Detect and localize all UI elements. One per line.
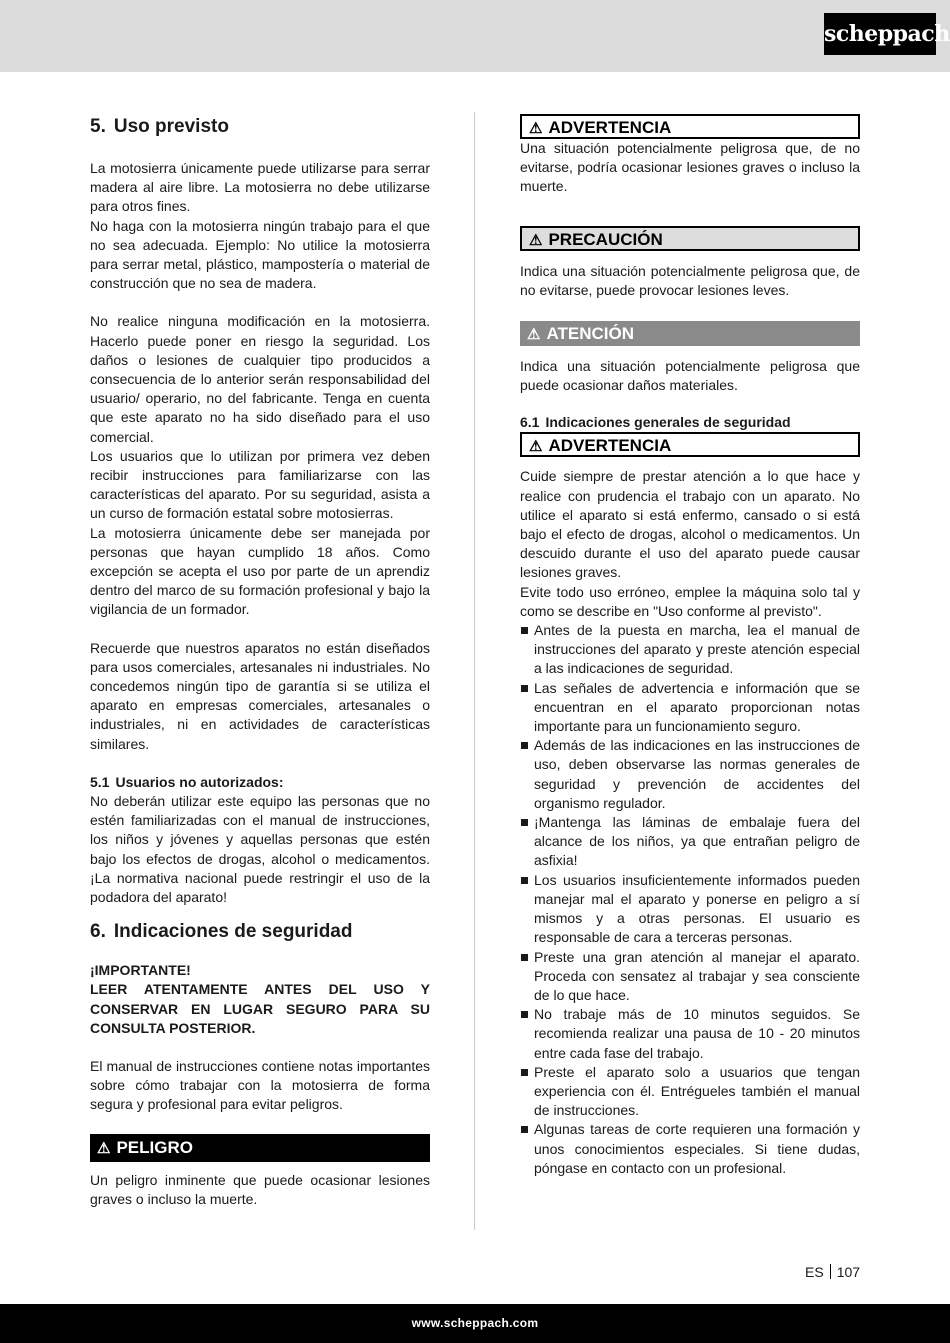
warning-triangle-icon: ⚠	[97, 1139, 111, 1157]
language-code: ES	[805, 1264, 824, 1280]
page-number	[805, 1264, 860, 1280]
header-bar	[0, 0, 950, 72]
paragraph: El manual de instrucciones contiene notas importantes sobre cómo trabajar con la motosierra de forma segura y profesional para evitar peligros.	[90, 1057, 430, 1113]
paragraph: Evite todo uso erróneo, emplee la máquina solo tal y como se describe en "Uso conforme al previsto".	[520, 583, 860, 619]
important-notice: LEER ATENTAMENTE ANTES DEL USO Y CONSERVAR EN LUGAR SEGURO PARA SU CONSULTA POSTERIOR.	[90, 981, 430, 1036]
page-number-value: 107	[836, 1264, 861, 1280]
list-item: Algunas tareas de corte requieren una formación y unos conocimientos especiales. Si tiene dudas, póngase en contacto con un profesional.	[520, 1120, 860, 1178]
brand-logo: scheppach	[824, 13, 936, 55]
paragraph: Indica una situación potencialmente peligrosa que, de no evitarse, puede provocar lesiones leves.	[520, 262, 860, 298]
column-divider	[474, 112, 475, 1230]
safety-bullet-list	[520, 621, 860, 1178]
list-item: Además de las indicaciones en las instrucciones de uso, deben observarse las normas generales de seguridad y prevención de accidentes del organismo regulador.	[520, 736, 860, 813]
section-6-1-heading: 6.1 Indicaciones generales de seguridad	[520, 414, 791, 431]
warning-triangle-icon: ⚠	[529, 438, 543, 456]
list-item: Preste una gran atención al manejar el aparato. Proceda con sensatez al trabajar y sea consciente de lo que hace.	[520, 948, 860, 1006]
section-6-heading: 6. Indicaciones de seguridad	[90, 921, 353, 943]
advertencia-box: ⚠ ADVERTENCIA	[520, 114, 860, 139]
peligro-box: ⚠ PELIGRO	[90, 1134, 430, 1162]
paragraph: No haga con la motosierra ningún trabajo para el que no sea adecuada. Ejemplo: No utilice la motosierra para serrar metal, plástico, mampostería o material de construcción que no sea de madera.	[90, 217, 430, 292]
warning-triangle-icon: ⚠	[529, 120, 543, 137]
paragraph: La motosierra únicamente puede utilizarse para serrar madera al aire libre. La motosierra no debe utilizarse para otros fines.	[90, 160, 430, 215]
paragraph: La motosierra únicamente debe ser manejada por personas que hayan cumplido 18 años. Como excepción se acepta el uso por parte de un aprendiz dentro del marco de su formación profesional y bajo la vigilancia de un formador.	[90, 524, 430, 618]
page-number-separator	[830, 1264, 831, 1279]
list-item: ¡Mantenga las láminas de embalaje fuera del alcance de los niños, ya que entrañan peligro de asfixia!	[520, 813, 860, 871]
warning-triangle-icon: ⚠	[529, 231, 543, 249]
important-label: ¡IMPORTANTE!	[90, 962, 191, 979]
list-item: Las señales de advertencia e información que se encuentran en el aparato proporcionan notas importante para un funcionamiento seguro.	[520, 679, 860, 737]
list-item: Preste el aparato solo a usuarios que tengan experiencia con él. Entrégueles también el manual de instrucciones.	[520, 1063, 860, 1121]
paragraph: No deberán utilizar este equipo las personas que no estén familiarizadas con el manual de instrucciones, los niños y jóvenes y aquellas personas que estén bajo los efectos de drogas, alcohol o medicamentos. ¡La normativa nacional puede restringir el uso de la podadora del aparato!	[90, 792, 430, 905]
advertencia-box: ⚠ ADVERTENCIA	[520, 432, 860, 457]
list-item: No trabaje más de 10 minutos seguidos. Se recomienda realizar una pausa de 10 - 20 minutos entre cada fase del trabajo.	[520, 1005, 860, 1063]
paragraph: Los usuarios que lo utilizan por primera vez deben recibir instrucciones para familiarizarse con las características del aparato. Por su seguridad, asista a un curso de formación estatal sobre motosierras.	[90, 447, 430, 522]
paragraph: No realice ninguna modificación en la motosierra. Hacerlo puede poner en riesgo la seguridad. Los daños o lesiones de cualquier tipo producidos a consecuencia de lo anterior serán responsabilidad del usuario/ operario, no del fabricante. Tenga en cuenta que este aparato no ha sido diseñado para el uso comercial.	[90, 313, 430, 445]
warning-triangle-icon: ⚠	[527, 326, 541, 344]
paragraph: Un peligro inminente que puede ocasionar lesiones graves o incluso la muerte.	[90, 1171, 430, 1207]
paragraph: Cuide siempre de prestar atención a lo que hace y realice con prudencia el trabajo con un aparato. No utilice el aparato si está enfermo, cansado o si está bajo el efecto de drogas, alcohol o medicamentos. Un descuido durante el uso del aparato puede causar lesiones graves.	[520, 468, 860, 581]
left-column	[90, 110, 430, 1209]
list-item: Los usuarios insuficientemente informados pueden manejar mal el aparato y ponerse en peligro a sí mismos y a otras personas. El usuario es responsable de cara a terceras personas.	[520, 871, 860, 948]
paragraph: Indica una situación potencialmente peligrosa que puede ocasionar daños materiales.	[520, 358, 860, 394]
atencion-box: ⚠ ATENCIÓN	[520, 321, 860, 346]
right-column	[520, 110, 860, 1178]
section-5-1-heading: 5.1 Usuarios no autorizados:	[90, 773, 284, 790]
paragraph: Recuerde que nuestros aparatos no están diseñados para usos comerciales, artesanales ni industriales. No concedemos ningún tipo de garantía si se utiliza el aparato en empresas comerciales, artesanales o industriales, ni en actividades de características similares.	[90, 639, 430, 752]
footer-bar	[0, 1304, 950, 1343]
paragraph: Una situación potencialmente peligrosa que, de no evitarse, podría ocasionar lesiones graves o incluso la muerte.	[520, 140, 860, 195]
website-link[interactable]: www.scheppach.com	[411, 1316, 539, 1330]
precaucion-box: ⚠ PRECAUCIÓN	[520, 226, 860, 251]
section-5-heading: 5. Uso previsto	[90, 116, 229, 137]
list-item: Antes de la puesta en marcha, lea el manual de instrucciones del aparato y preste atención especial a las indicaciones de seguridad.	[520, 621, 860, 679]
